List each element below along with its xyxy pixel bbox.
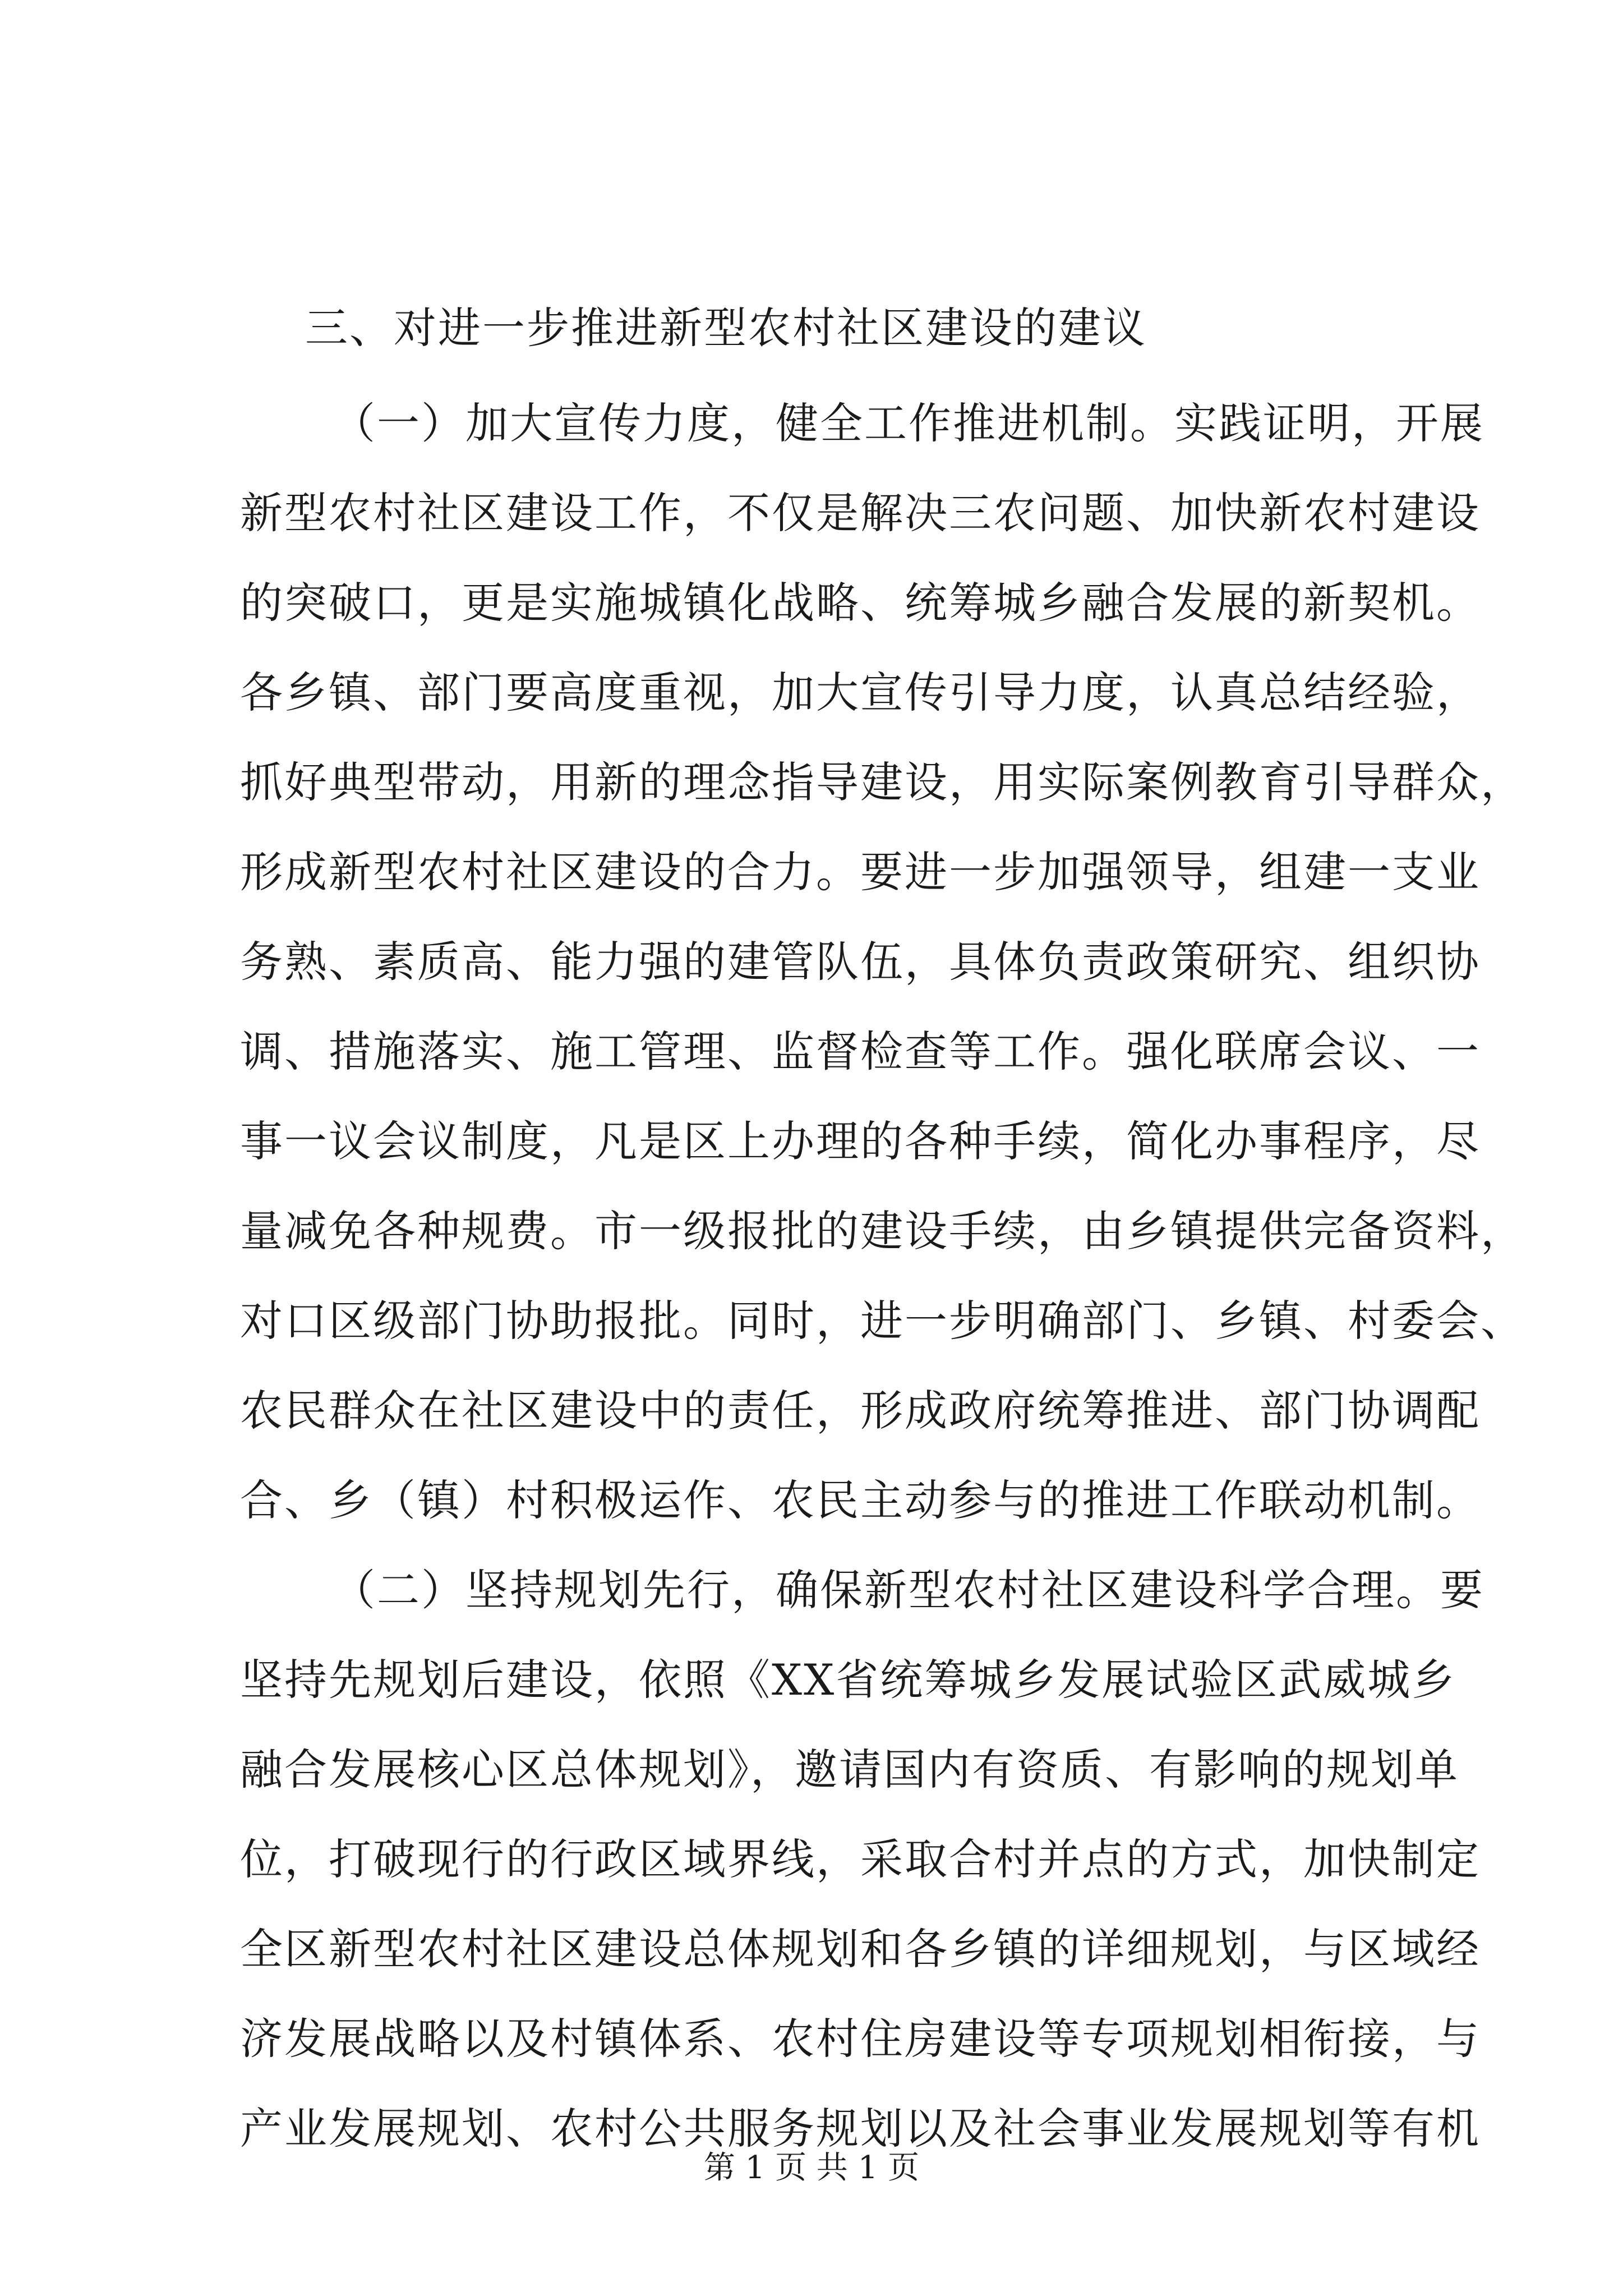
paragraph2-line-6: 济发展战略以及村镇体系、农村住房建设等专项规划相衔接，与	[240, 2014, 1481, 2064]
paragraph2-line-7: 产业发展规划、农村公共服务规划以及社会事业发展规划等有机	[240, 2104, 1481, 2154]
page-footer: 第 1 页 共 1 页	[703, 2150, 920, 2186]
paragraph1-line-8: 调、措施落实、施工管理、监督检查等工作。强化联席会议、一	[240, 1027, 1481, 1076]
paragraph1-line-5: 抓好典型带动，用新的理念指导建设，用实际案例教育引导群众，	[240, 757, 1525, 807]
paragraph2-line-3: 融合发展核心区总体规划》，邀请国内有资质、有影响的规划单	[240, 1745, 1459, 1795]
paragraph1-line-3: 的突破口，更是实施城镇化战略、统筹城乡融合发展的新契机。	[240, 578, 1481, 628]
paragraph2-line-5: 全区新型农村社区建设总体规划和各乡镇的详细规划，与区域经	[240, 1924, 1481, 1974]
paragraph2-line-1: （二）坚持规划先行，确保新型农村社区建设科学合理。要	[333, 1565, 1484, 1615]
paragraph1-line-4: 各乡镇、部门要高度重视，加大宣传引导力度，认真总结经验，	[240, 668, 1481, 717]
paragraph1-line-13: 合、乡（镇）村积极运作、农民主动参与的推进工作联动机制。	[240, 1475, 1481, 1525]
paragraph2-line-4: 位，打破现行的行政区域界线，采取合村并点的方式，加快制定	[240, 1834, 1481, 1884]
paragraph1-line-11: 对口区级部门协助报批。同时，进一步明确部门、乡镇、村委会、	[240, 1296, 1525, 1346]
paragraph1-line-9: 事一议会议制度，凡是区上办理的各种手续，简化办事程序，尽	[240, 1116, 1481, 1166]
paragraph1-line-2: 新型农村社区建设工作，不仅是解决三农问题、加快新农村建设	[240, 488, 1481, 538]
paragraph1-line-12: 农民群众在社区建设中的责任，形成政府统筹推进、部门协调配	[240, 1386, 1481, 1435]
paragraph1-line-10: 量减免各种规费。市一级报批的建设手续，由乡镇提供完备资料，	[240, 1206, 1525, 1256]
paragraph1-line-7: 务熟、素质高、能力强的建管队伍，具体负责政策研究、组织协	[240, 937, 1481, 987]
section-heading: 三、对进一步推进新型农村社区建设的建议	[305, 303, 1147, 353]
paragraph1-line-1: （一）加大宣传力度，健全工作推进机制。实践证明，开展	[333, 398, 1484, 448]
paragraph1-line-6: 形成新型农村社区建设的合力。要进一步加强领导，组建一支业	[240, 847, 1481, 897]
paragraph2-line-2: 坚持先规划后建设，依照《XX省统筹城乡发展试验区武威城乡	[240, 1655, 1456, 1705]
